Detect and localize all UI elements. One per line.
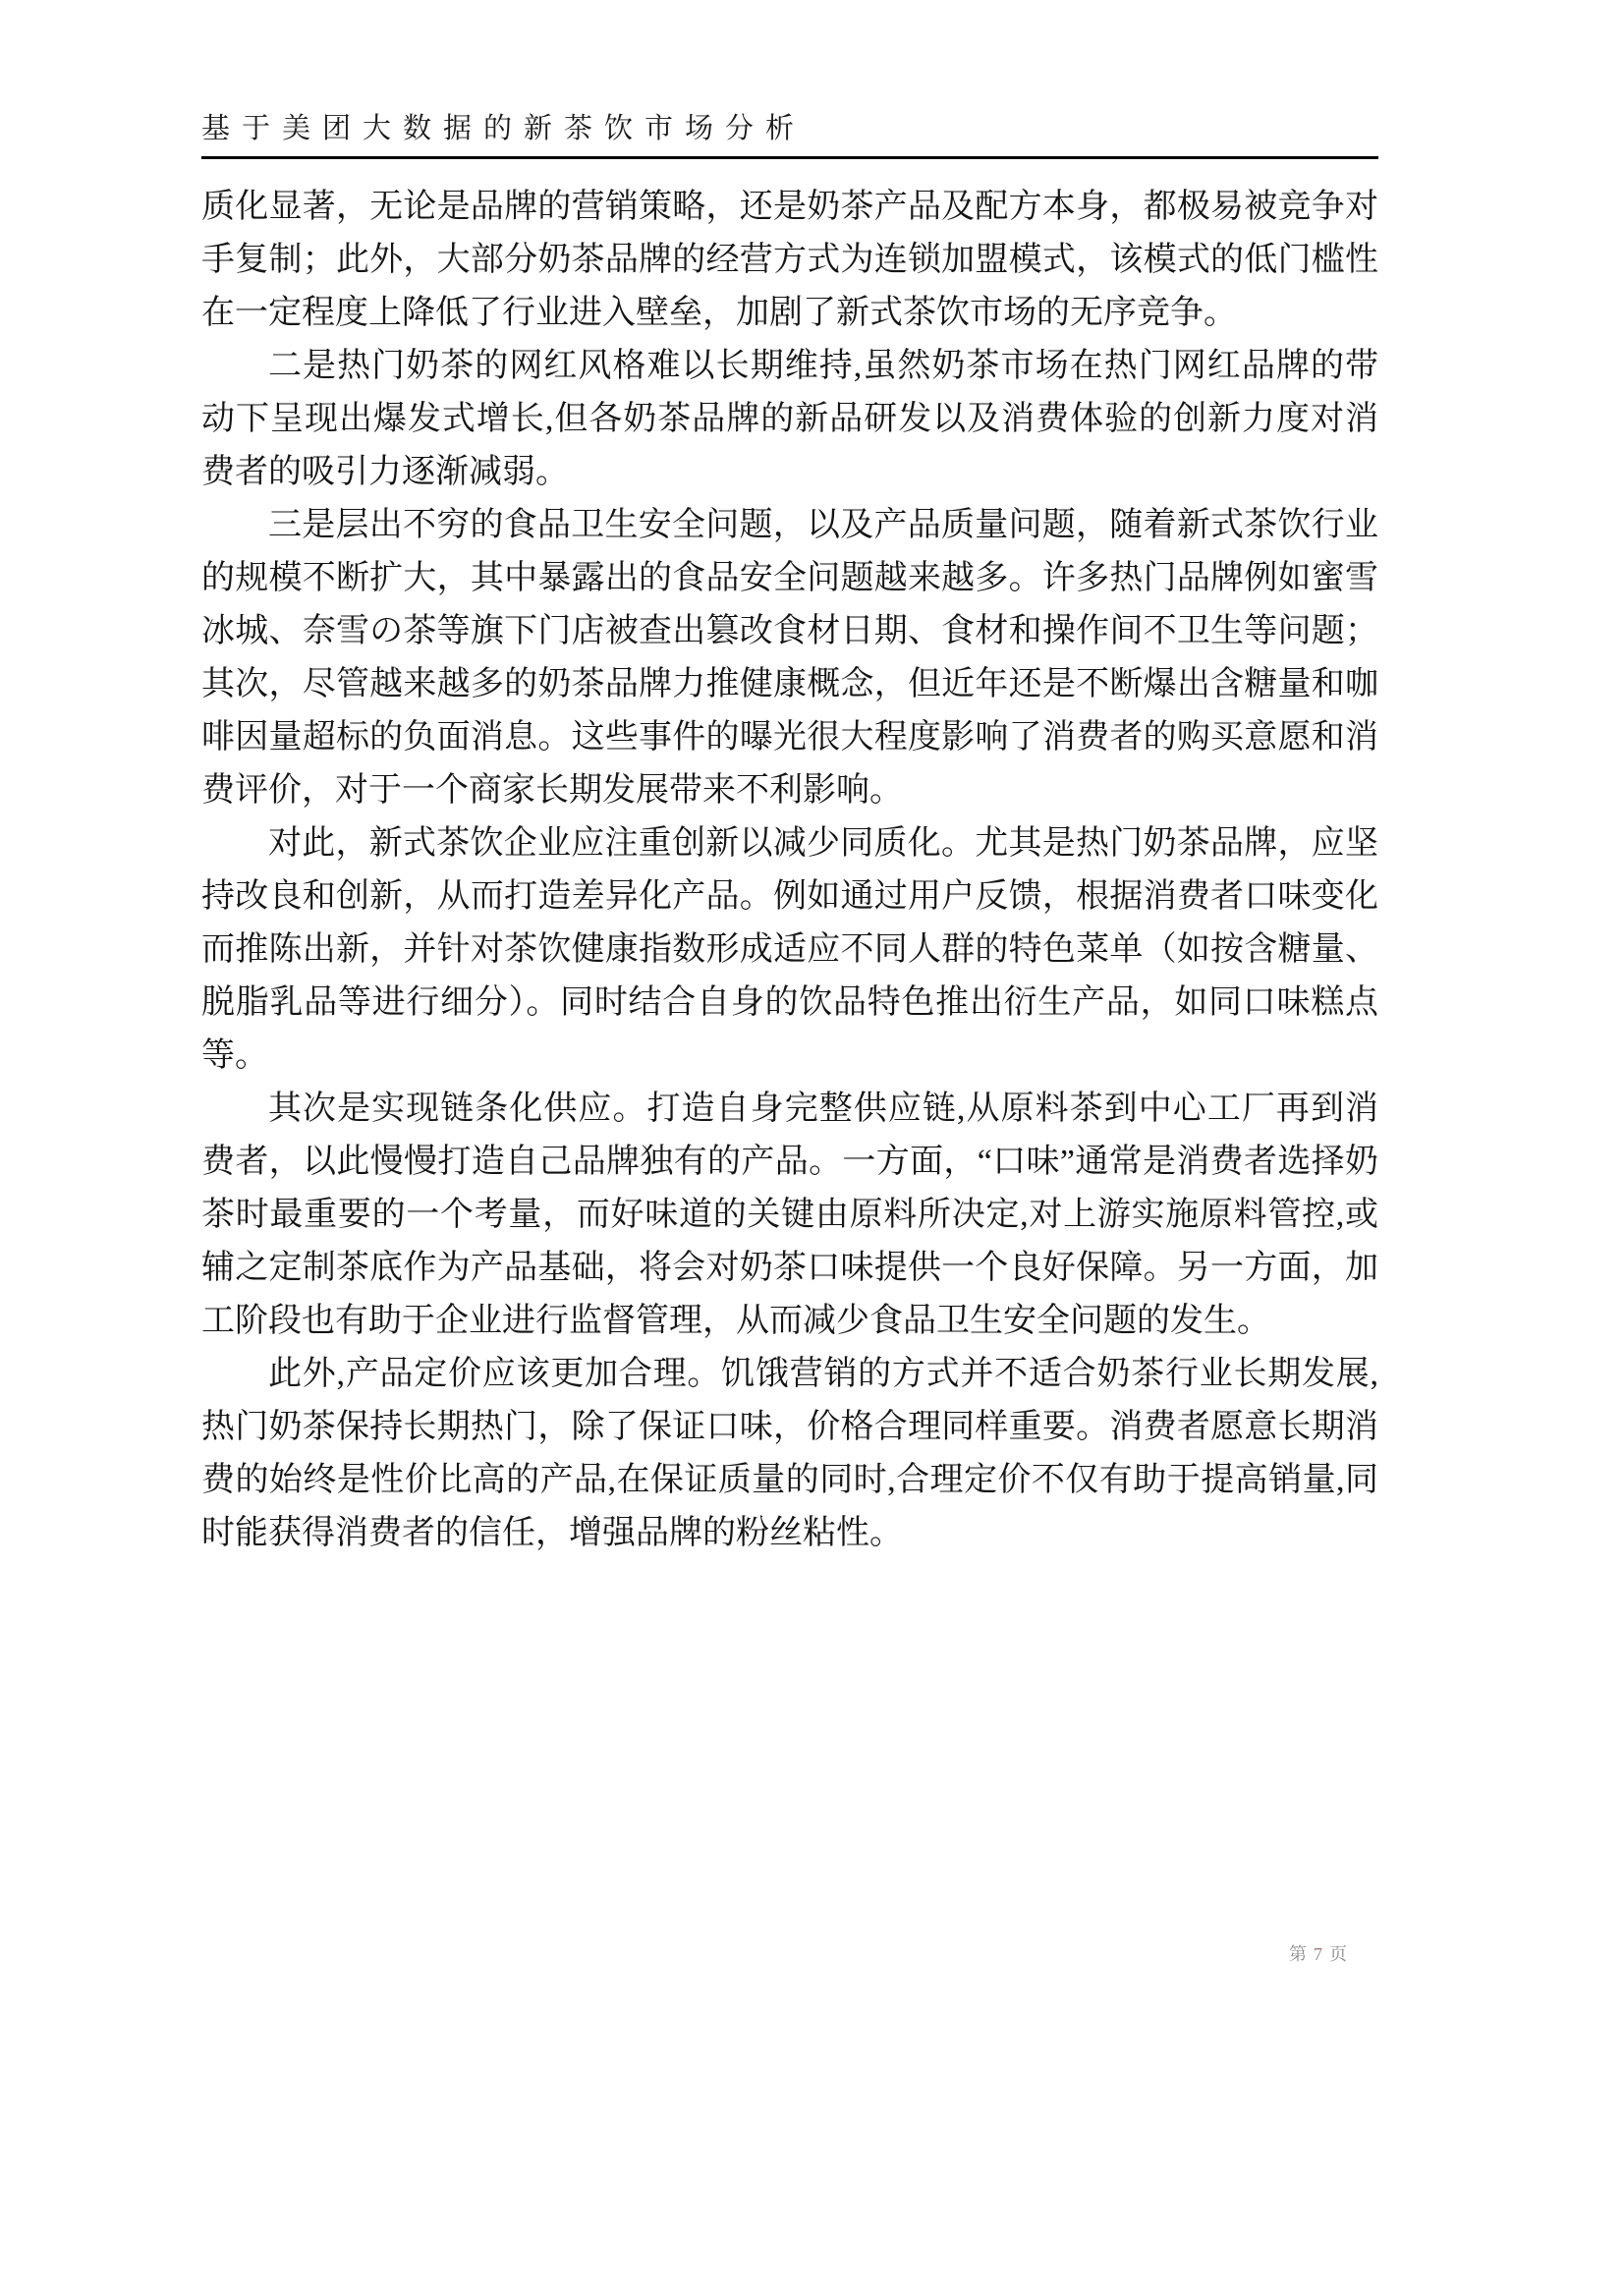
page-number-suffix: 页 [1329, 1944, 1350, 1964]
body-paragraph: 质化显著，无论是品牌的营销策略，还是奶茶产品及配方本身，都极易被竞争对手复制；此外，大部分奶茶品牌的经营方式为连锁加盟模式，该模式的低门槛性在一定程度上降低了行业进入壁垒，加剧了新式茶饮市场的无序竞争。 [201, 189, 1378, 331]
body-paragraph: 二是热门奶茶的网红风格难以长期维持,虽然奶茶市场在热门网红品牌的带动下呈现出爆发式增长,但各奶茶品牌的新品研发以及消费体验的创新力度对消费者的吸引力逐渐减弱。 [201, 348, 1378, 490]
document-body [201, 181, 1378, 1560]
body-paragraph: 此外,产品定价应该更加合理。饥饿营销的方式并不适合奶茶行业长期发展,热门奶茶保持长期热门，除了保证口味，价格合理同样重要。消费者愿意长期消费的始终是性价比高的产品,在保证质量的同时,合理定价不仅有助于提高销量,同时能获得消费者的信任，增强品牌的粉丝粘性。 [201, 1356, 1378, 1551]
page-header-title: 基于美团大数据的新茶饮市场分析 [201, 106, 1378, 159]
page-number-value: 7 [1314, 1944, 1325, 1964]
page-number-prefix: 第 [1289, 1944, 1310, 1964]
body-paragraph: 对此，新式茶饮企业应注重创新以减少同质化。尤其是热门奶茶品牌，应坚持改良和创新，从而打造差异化产品。例如通过用户反馈，根据消费者口味变化而推陈出新，并针对茶饮健康指数形成适应不同人群的特色菜单（如按含糖量、脱脂乳品等进行细分）。同时结合自身的饮品特色推出衍生产品，如同口味糕点等。 [201, 825, 1378, 1074]
body-paragraph: 三是层出不穷的食品卫生安全问题，以及产品质量问题，随着新式茶饮行业的规模不断扩大，其中暴露出的食品安全问题越来越多。许多热门品牌例如蜜雪冰城、奈雪の茶等旗下门店被查出篡改食材日期、食材和操作间不卫生等问题；其次，尽管越来越多的奶茶品牌力推健康概念，但近年还是不断爆出含糖量和咖啡因量超标的负面消息。这些事件的曝光很大程度影响了消费者的购买意愿和消费评价，对于一个商家长期发展带来不利影响。 [201, 507, 1378, 809]
body-paragraph: 其次是实现链条化供应。打造自身完整供应链,从原料茶到中心工厂再到消费者，以此慢慢打造自己品牌独有的产品。一方面，“口味”通常是消费者选择奶茶时最重要的一个考量，而好味道的关键由原料所决定,对上游实施原料管控,或辅之定制茶底作为产品基础，将会对奶茶口味提供一个良好保障。另一方面，加工阶段也有助于企业进行监督管理，从而减少食品卫生安全问题的发生。 [201, 1091, 1378, 1339]
page-number-footer [1289, 1940, 1350, 1966]
